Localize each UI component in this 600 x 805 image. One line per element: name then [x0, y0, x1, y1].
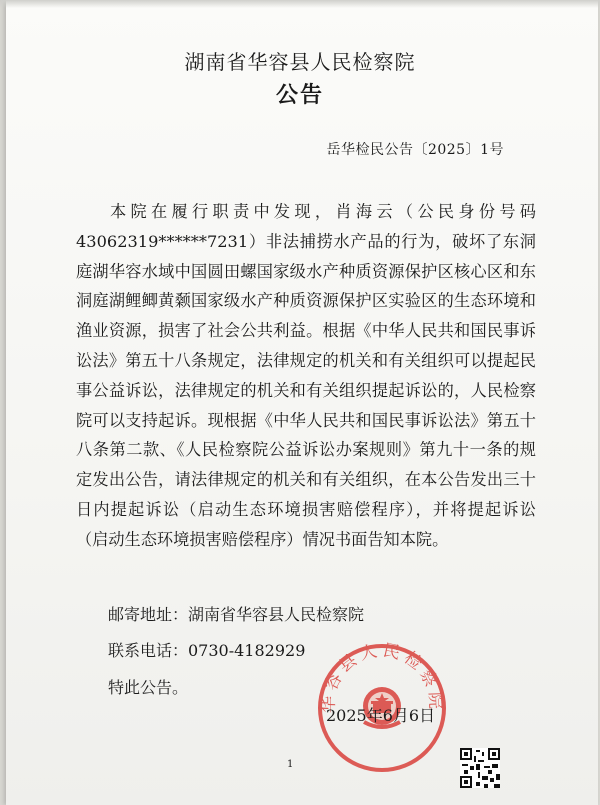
contact-phone: 联系电话：0730-4182929: [108, 641, 306, 660]
closing-remark: 特此公告。: [108, 678, 189, 697]
document-number: 岳华检民公告〔2025〕1号: [326, 142, 504, 158]
announcement-body: 本院在履行职责中发现，肖海云（公民身份号码43062319******7231）非法捕捞水产品的行为，破坏了东洞庭湖华容水域中国圆田螺国家级水产种质资源保护区核心区和东洞庭湖鲤鲫黄颡国家级水产种质资源保护区实验区的生态环境和渔业资源，损害了社会公共利益。根据《中华人民共和国民事诉讼法》第五十八条规定，法律规定的机关和有关组织可以提起民事公益诉讼，法律规定的机关和有关组织提起诉讼的，人民检察院可以支持起诉。现根据《中华人民共和国民事诉讼法》第五十八条第二款、《人民检察院公益诉讼办案规则》第九十一条的规定发出公告，请法律规定的机关和有关组织，在本公告发出三十日内提起诉讼（启动生态环境损害赔偿程序），并将提起诉讼（启动生态环境损害赔偿程序）情况书面告知本院。: [76, 202, 536, 549]
page-number: 1: [287, 759, 294, 770]
issue-date: 2025年6月6日: [326, 706, 436, 725]
document-title: 公告: [275, 82, 324, 108]
mailing-address: 邮寄地址：湖南省华容县人民检察院: [108, 605, 365, 624]
seal-text: 华容县人民检察院: [318, 640, 446, 714]
qr-code-icon: [460, 748, 500, 788]
scan-edge-shadow: [0, 0, 600, 8]
organization-name: 湖南省华容县人民检察院: [184, 50, 416, 74]
